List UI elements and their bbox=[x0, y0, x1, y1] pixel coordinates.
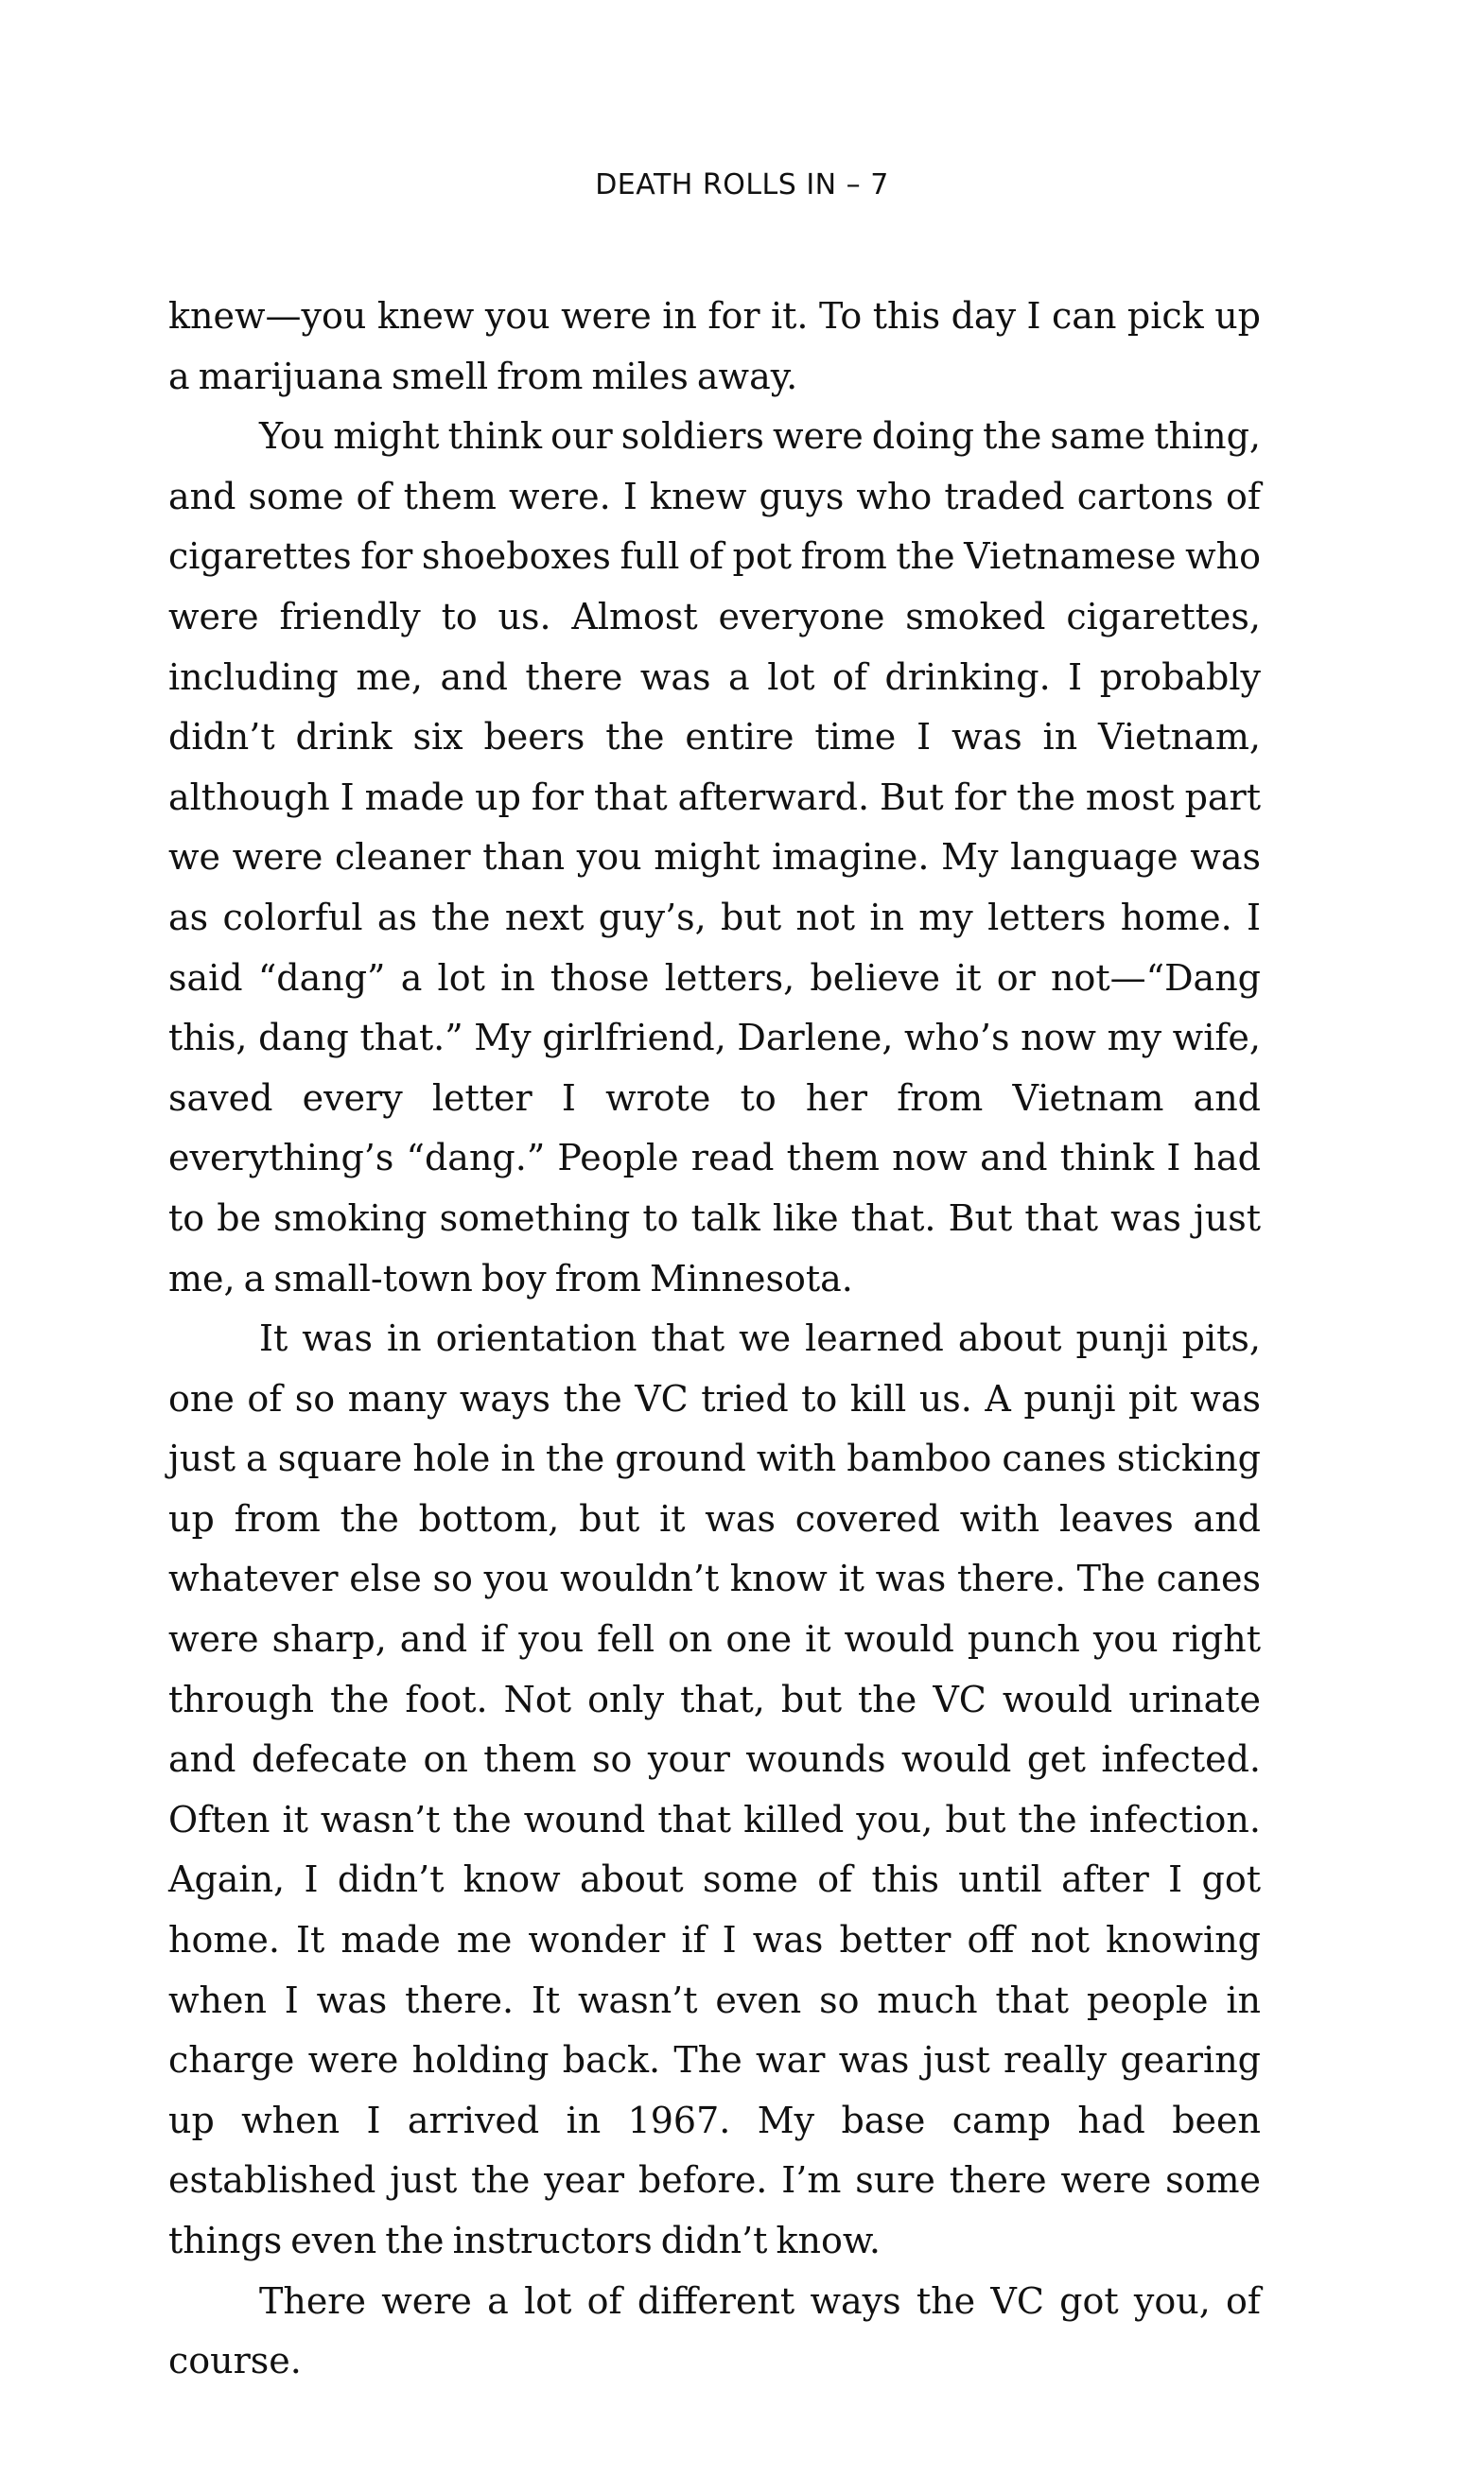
body-text bbox=[168, 287, 1261, 2392]
paragraph: It was in orientation that we learned about punji pits, one of so many ways the VC tried to kill us. A punji pit was just a square hole in the ground with bamboo canes sticking up from the bottom, but it was covered with leaves and whatever else so you wouldn’t know it was there. The canes were sharp, and if you fell on one it would punch you right through the foot. Not only that, but the VC would urinate and defecate on them so your wounds would get infected. Often it wasn’t the wound that killed you, but the infection. Again, I didn’t know about some of this until after I got home. It made me wonder if I was better off not knowing when I was there. It wasn’t even so much that people in charge were holding back. The war was just really gearing up when I arrived in 1967. My base camp had been established just the year before. I’m sure there were some things even the instructors didn’t know. bbox=[168, 1317, 1261, 2261]
running-head: DEATH ROLLS IN – 7 bbox=[595, 168, 889, 201]
paragraph: You might think our soldiers were doing the same thing, and some of them were. I knew guys who traded cartons of cigarettes for shoeboxes full of pot from the Vietnamese who were friendly to us. Almost everyone smoked cigarettes, including me, and there was a lot of drinking. I probably didn’t drink six beers the entire time I was in Vietnam, although I made up for that afterward. But for the most part we were cleaner than you might imagine. My language was as colorful as the next guy’s, but not in my letters home. I said “dang” a lot in those letters, believe it or not—“Dang this, dang that.” My girlfriend, Darlene, who’s now my wife, saved every letter I wrote to her from Vietnam and everything’s “dang.” People read them now and think I had to be smoking something to talk like that. But that was just me, a small-town boy from Minnesota. bbox=[168, 415, 1261, 1300]
paragraph: There were a lot of different ways the VC got you, of course. bbox=[168, 2279, 1261, 2382]
paragraph-continuation: knew—you knew you were in for it. To this day I can pick up a marijuana smell from miles away. bbox=[168, 295, 1261, 397]
